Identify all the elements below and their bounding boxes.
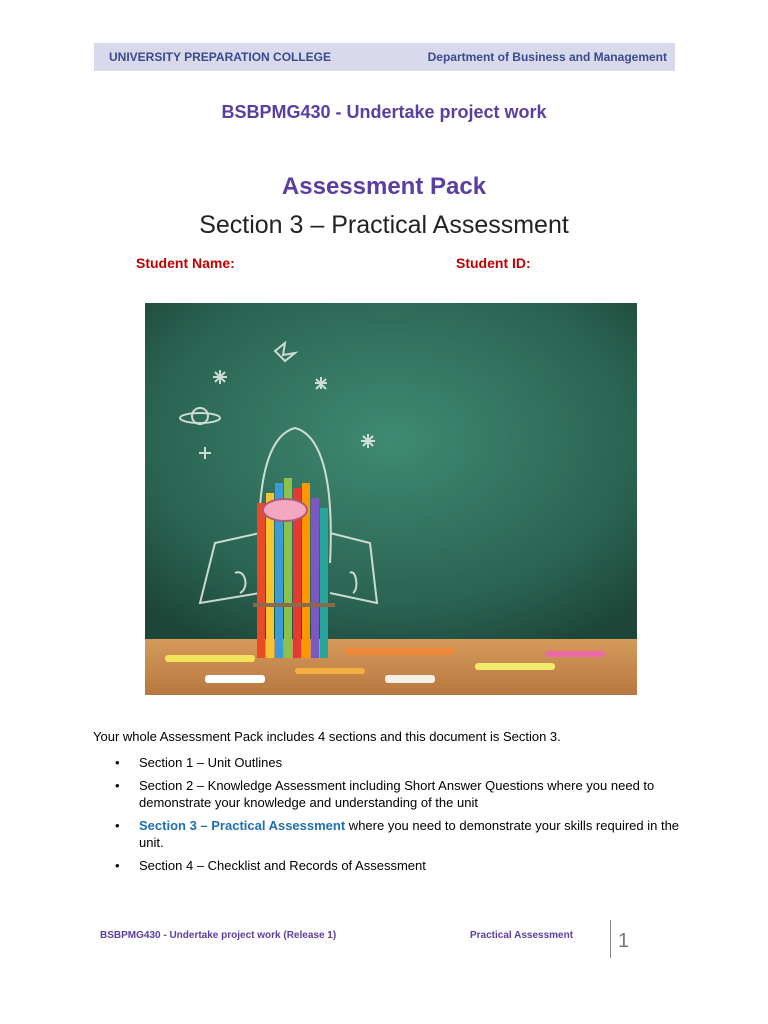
bullet-dot-icon: • <box>115 858 120 873</box>
footer-unit-release: BSBPMG430 - Undertake project work (Release 1) <box>100 930 337 941</box>
list-item: • Section 2 – Knowledge Assessment including Short Answer Questions where you need to demonstrate your knowledge and understanding of the unit <box>115 778 655 810</box>
page-number: 1 <box>618 930 630 952</box>
bullet-dot-icon: • <box>115 778 120 793</box>
bullet-dot-icon: • <box>115 818 120 833</box>
student-name-label: Student Name: <box>136 255 235 271</box>
department-name: Department of Business and Management <box>427 50 667 64</box>
section-title: Section 3 – Practical Assessment <box>199 211 569 239</box>
section-3-link[interactable]: Section 3 – Practical Assessment <box>139 818 346 833</box>
intro-text: Your whole Assessment Pack includes 4 sections and this document is Section 3. <box>93 729 561 744</box>
unit-title: BSBPMG430 - Undertake project work <box>221 102 547 122</box>
list-item: • Section 4 – Checklist and Records of Assessment <box>115 858 426 873</box>
footer-divider <box>610 920 611 958</box>
pack-title: Assessment Pack <box>281 173 487 200</box>
section-list <box>110 754 680 880</box>
footer-section-name: Practical Assessment <box>470 930 574 941</box>
header-band <box>94 43 675 71</box>
chalkboard-rocket-image <box>145 303 637 695</box>
bullet-dot-icon: • <box>115 755 120 770</box>
student-id-label: Student ID: <box>456 255 531 271</box>
college-name: UNIVERSITY PREPARATION COLLEGE <box>109 50 332 64</box>
list-item: • Section 1 – Unit Outlines <box>115 755 283 770</box>
list-item: • Section 3 – Practical Assessment where you need to demonstrate your skills required in the unit. <box>115 818 680 850</box>
